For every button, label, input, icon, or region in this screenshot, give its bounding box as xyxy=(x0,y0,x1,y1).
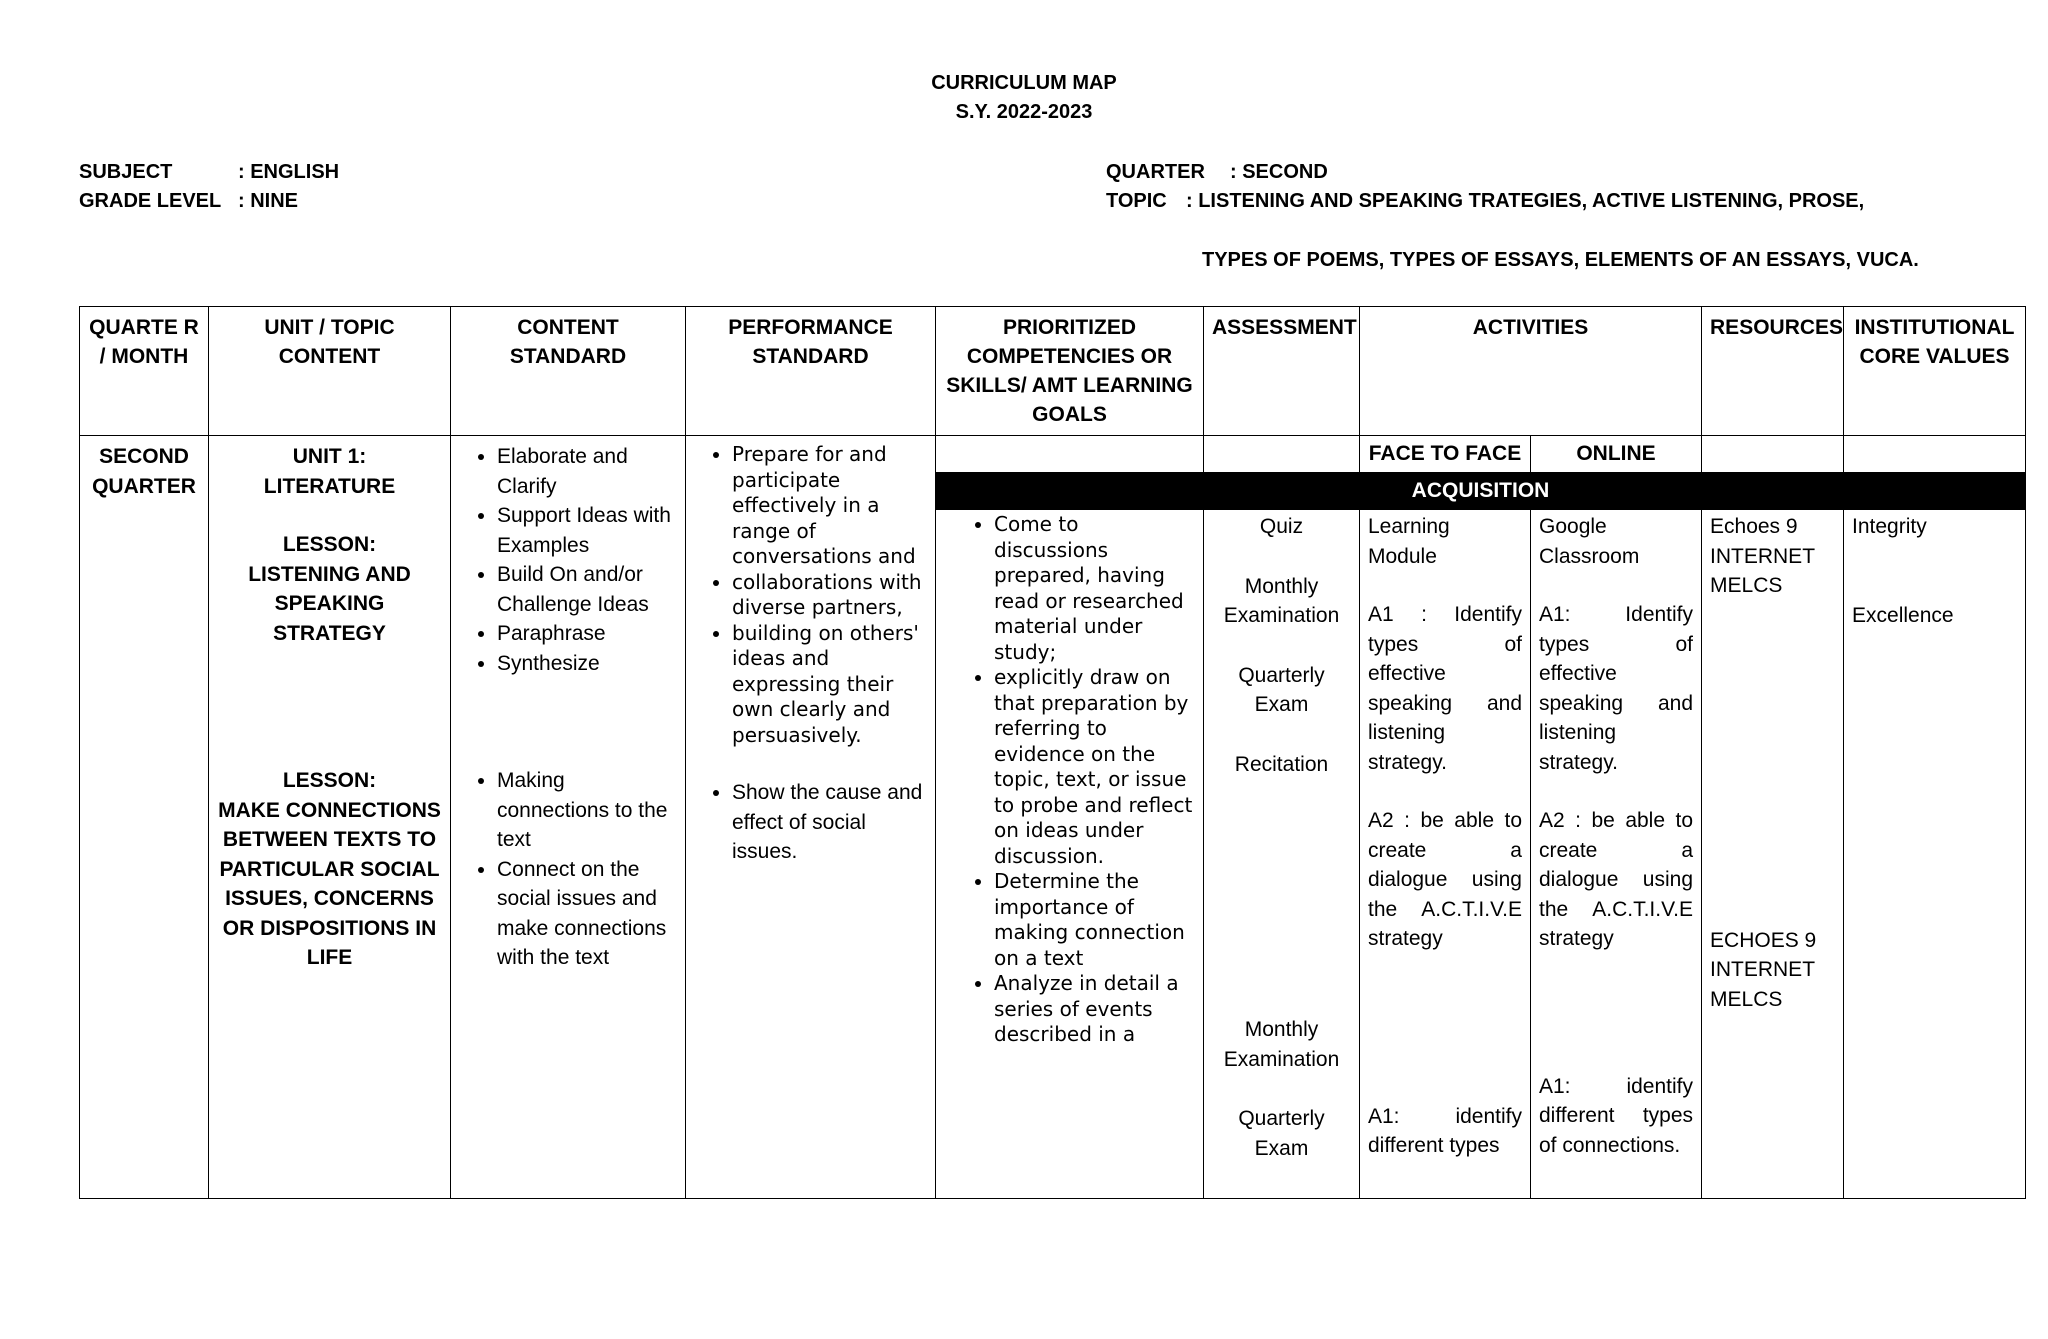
competencies-cell xyxy=(936,510,1204,1199)
col-activities: ACTIVITIES xyxy=(1360,307,1702,436)
topic-value-1: : LISTENING AND SPEAKING TRATEGIES, ACTIVE LISTENING, PROSE, xyxy=(1186,190,1865,212)
core-values-cell xyxy=(1844,510,2026,1199)
col-performance-standard: PERFORMANCE STANDARD xyxy=(686,307,936,436)
resource-item: Echoes 9 xyxy=(1710,515,1798,538)
content-standard-cell xyxy=(451,436,686,1199)
list-item: • Prepare for and participate effectively in a range of conversations and xyxy=(732,442,927,570)
core-value: Excellence xyxy=(1852,603,1954,627)
list-item: • Build On and/or Challenge Ideas xyxy=(497,560,677,619)
list-item: • explicitly draw on that preparation by referring to evidence on the topic, text, or issue to probe and reflect on ideas under discussion. xyxy=(994,665,1195,869)
assessment-item: Quarterly Exam xyxy=(1238,663,1325,716)
list-item: • Determine the importance of making connection on a text xyxy=(994,869,1195,971)
resources-cell xyxy=(1702,510,1844,1199)
online-a1b: A1: identify different types of connections. xyxy=(1539,1074,1694,1157)
list-item: • Connect on the social issues and make connections with the text xyxy=(497,855,677,973)
face-to-face-cell xyxy=(1360,510,1531,1199)
subject-label: SUBJECT xyxy=(79,161,173,183)
document-title: CURRICULUM MAP xyxy=(931,72,1117,94)
f2f-a1: A1 : Identify types of effective speaking and listening strategy. xyxy=(1368,603,1522,774)
assessment-item: Monthly Examination xyxy=(1223,574,1340,627)
online-cell xyxy=(1531,510,1702,1199)
f2f-a1b: A1: identify different types xyxy=(1368,1104,1522,1157)
list-item: • Support Ideas with Examples xyxy=(497,501,677,560)
grade-value: : NINE xyxy=(238,190,298,212)
lesson2-label: LESSON: xyxy=(282,769,377,792)
topic-row xyxy=(1106,190,1864,213)
subject-row xyxy=(79,161,339,184)
col-content-standard: CONTENT STANDARD xyxy=(451,307,686,436)
competencies-sub-empty xyxy=(936,436,1204,473)
unit-topic-cell xyxy=(209,436,451,1199)
unit-title: UNIT 1: xyxy=(292,445,367,468)
quarter-label: QUARTER xyxy=(1106,161,1205,183)
list-item: • building on others' ideas and expressing their own clearly and persuasively. xyxy=(732,621,927,749)
sub-online: ONLINE xyxy=(1531,436,1702,473)
grade-row xyxy=(79,190,298,213)
subheader-row xyxy=(80,436,2026,473)
performance-standard-cell xyxy=(686,436,936,1199)
core-value: Integrity xyxy=(1852,515,1927,538)
col-unit-topic: UNIT / TOPIC CONTENT xyxy=(209,307,451,436)
col-core-values: INSTITUTIONAL CORE VALUES xyxy=(1844,307,2026,436)
sub-face-to-face: FACE TO FACE xyxy=(1360,436,1531,473)
assessment-item: Monthly Examination xyxy=(1223,1018,1340,1071)
col-resources: RESOURCES xyxy=(1702,307,1844,436)
school-year: S.Y. 2022-2023 xyxy=(955,101,1093,123)
topic-label: TOPIC xyxy=(1106,190,1167,212)
list-item: • Show the cause and effect of social issues. xyxy=(732,778,927,867)
core-values-sub-empty xyxy=(1844,436,2026,473)
assessment-item: Quiz xyxy=(1259,515,1304,538)
resource-item: INTERNET xyxy=(1710,958,1816,981)
resource-item: INTERNET xyxy=(1710,544,1816,568)
topic-value-2: TYPES OF POEMS, TYPES OF ESSAYS, ELEMENTS OF AN ESSAYS, VUCA. xyxy=(1202,249,1919,271)
resource-item: MELCS xyxy=(1710,574,1783,597)
list-item: • Elaborate and Clarify xyxy=(497,442,677,501)
f2f-module: Learning Module xyxy=(1368,515,1450,568)
subject-value: : ENGLISH xyxy=(238,161,340,183)
lesson1-label: LESSON: xyxy=(282,533,377,556)
online-a1: A1: Identify types of effective speaking and listening strategy. xyxy=(1539,603,1694,774)
resource-item: MELCS xyxy=(1710,987,1783,1011)
assessment-cell xyxy=(1204,510,1360,1199)
acquisition-band: ACQUISITION xyxy=(936,473,2026,510)
list-item: • Paraphrase xyxy=(497,619,677,649)
header-row xyxy=(80,307,2026,436)
assessment-item: Quarterly Exam xyxy=(1238,1107,1325,1160)
online-platform: Google Classroom xyxy=(1539,515,1640,568)
quarter-value: : SECOND xyxy=(1230,161,1328,183)
grade-label: GRADE LEVEL xyxy=(79,190,222,212)
f2f-a2: A2 : be able to create a dialogue using the A.C.T.I.V.E strategy xyxy=(1368,809,1522,950)
resources-sub-empty xyxy=(1702,436,1844,473)
lesson1-name: LISTENING AND SPEAKING STRATEGY xyxy=(248,562,411,645)
curriculum-table xyxy=(79,306,2026,1199)
list-item: • Analyze in detail a series of events described in a xyxy=(994,971,1195,1048)
col-assessment: ASSESSMENT xyxy=(1204,307,1360,436)
col-quarter-month: QUARTE R / MONTH xyxy=(80,307,209,436)
list-item: • Synthesize xyxy=(497,649,677,679)
lesson2-name: MAKE CONNECTIONS BETWEEN TEXTS TO PARTICULAR SOCIAL ISSUES, CONCERNS OR DISPOSITIONS IN LIFE xyxy=(218,798,441,969)
list-item: • Making connections to the text xyxy=(497,766,677,855)
assessment-item: Recitation xyxy=(1234,752,1329,776)
resource-item: ECHOES 9 xyxy=(1710,928,1817,952)
quarter-row xyxy=(1106,161,1328,184)
col-competencies: PRIORITIZED COMPETENCIES OR SKILLS/ AMT LEARNING GOALS xyxy=(936,307,1204,436)
unit-name: LITERATURE xyxy=(263,474,396,498)
online-a2: A2 : be able to create a dialogue using the A.C.T.I.V.E strategy xyxy=(1539,809,1694,950)
quarter-cell: SECOND QUARTER xyxy=(80,436,209,1199)
assessment-sub-empty xyxy=(1204,436,1360,473)
list-item: • collaborations with diverse partners, xyxy=(732,570,927,621)
list-item: • Come to discussions prepared, having read or researched material under study; xyxy=(994,512,1195,665)
